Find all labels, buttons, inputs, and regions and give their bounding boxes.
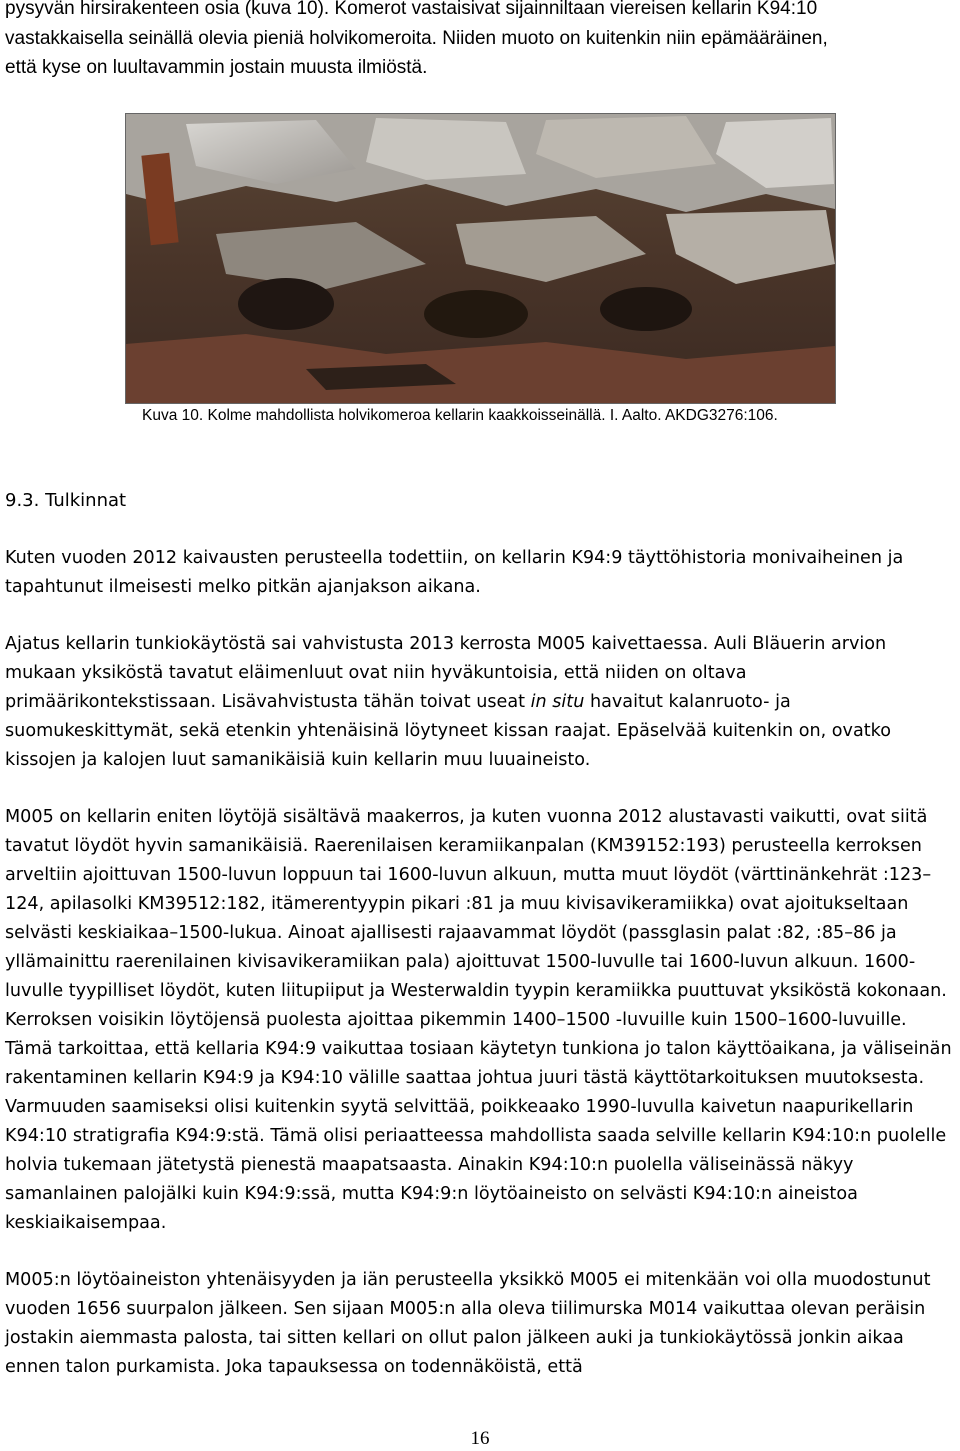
paragraph: Kuten vuoden 2012 kaivausten perusteella todettiin, on kellarin K94:9 täyttöhistoria monivaiheinen ja tapahtunut ilmeisesti melko pitkän ajanjakson aikana. bbox=[5, 548, 904, 597]
paragraph-text: havaitut kalanruoto- ja suomukeskittymät, sekä etenkin yhtenäisinä löytyneet kissan raajat. Epäselvää kuitenkin on, ovatko kissojen ja kalojen luut samanikäisiä kuin kellarin muu luuaineisto. bbox=[5, 692, 891, 770]
paragraph-text: Ajatus kellarin tunkiokäytöstä sai vahvistusta 2013 kerrosta M005 kaivettaessa. Auli Bläuerin arvion mukaan yksiköstä tavatut eläimenluut ovat niin hyväkuntoisia, että niiden on oltava primäärikontekstissaan. Lisävahvistusta tähän toivat useat bbox=[5, 634, 887, 712]
paragraph: M005:n löytöaineiston yhtenäisyyden ja iän perusteella yksikkö M005 ei mitenkään voi olla muodostunut vuoden 1656 suurpalon jälkeen. Sen sijaan M005:n alla oleva tiilimurska M014 vaikuttaa olevan peräisin jostakin aiemmasta palosta, tai sitten kellari on ollut palon jälkeen auki ja tunkiokäytössä jonkin aikaa ennen talon purkamista. Joka tapauksessa on todennäköistä, että bbox=[5, 1270, 931, 1377]
figure-caption: Kuva 10. Kolme mahdollista holvikomeroa kellarin kaakkoisseinällä. I. Aalto. AKDG3276:106. bbox=[142, 407, 778, 424]
cellar-wall-photo bbox=[125, 113, 836, 404]
body-text bbox=[5, 544, 957, 1410]
paragraph bbox=[5, 630, 957, 775]
section-heading: 9.3. Tulkinnat bbox=[5, 490, 127, 511]
intro-line: vastakkaisella seinällä olevia pieniä holvikomeroita. Niiden muoto on kuitenkin niin epämääräinen, bbox=[5, 27, 828, 49]
intro-line: että kyse on luultavammin jostain muusta ilmiöstä. bbox=[5, 57, 428, 78]
page-number: 16 bbox=[470, 1428, 490, 1449]
photo-illustration bbox=[126, 114, 835, 403]
paragraph: M005 on kellarin eniten löytöjä sisältävä maakerros, ja kuten vuonna 2012 alustavasti vaikutti, ovat siitä tavatut löydöt hyvin samanikäisiä. Raerenilaisen keramiikanpalan (KM39152:193) perusteella kerroksen arveltiin ajoittuvan 1500-luvun loppuun tai 1600-luvun alkuun, mutta muut löydöt (värttinänkehrät :123–124, apilasolki KM39512:182, itämerentyypin pikari :81 ja muu kivisavikeramiikka) ovat ajoitukseltaan selvästi keskiaikaa–1500-lukua. Ainoat ajallisesti rajaavammat löydöt (passglasin palat :82, :85–86 ja yllämainittu raerenilainen kivisavikeramiikan pala) ajoittuvat 1500-luvulle tai 1600-luvun alkuun. 1600-luvulle tyypilliset löydöt, kuten liitupiiput ja Westerwaldin tyypin keramiikka puuttuvat yksiköstä kokonaan. Kerroksen voisikin löytöjensä puolesta ajoittaa pikemmin 1400–1500 -luvuille kuin 1500–1600-luvuille. Tämä tarkoittaa, että kellaria K94:9 vaikuttaa tosiaan käytetyn tunkiona jo talon käyttöaikana, ja väliseinän rakentaminen kellarin K94:9 ja K94:10 välille saattaa johtua juuri tästä käyttötarkoituksen muutoksesta. Varmuuden saamiseksi olisi kuitenkin syytä selvittää, poikkeaako 1990-luvulla kaivetun naapurikellarin K94:10 stratigrafia K94:9:stä. Tämä olisi periaatteessa mahdollista saada selville kellarin K94:10:n puolelle holvia tukemaan jätetystä pienestä maapatsaasta. Ainakin K94:10:n puolella väliseinässä näkyy samanlainen palojälki kuin K94:9:ssä, mutta K94:9:n löytöaineisto on selvästi K94:10:n aineistoa keskiaikaisempaa. bbox=[5, 807, 952, 1233]
intro-line: pysyvän hirsirakenteen osia (kuva 10). Komerot vastaisivat sijainniltaan viereisen kellarin K94:10 bbox=[5, 0, 818, 19]
intro-paragraph bbox=[5, 0, 955, 83]
italic-term: in situ bbox=[530, 692, 585, 712]
